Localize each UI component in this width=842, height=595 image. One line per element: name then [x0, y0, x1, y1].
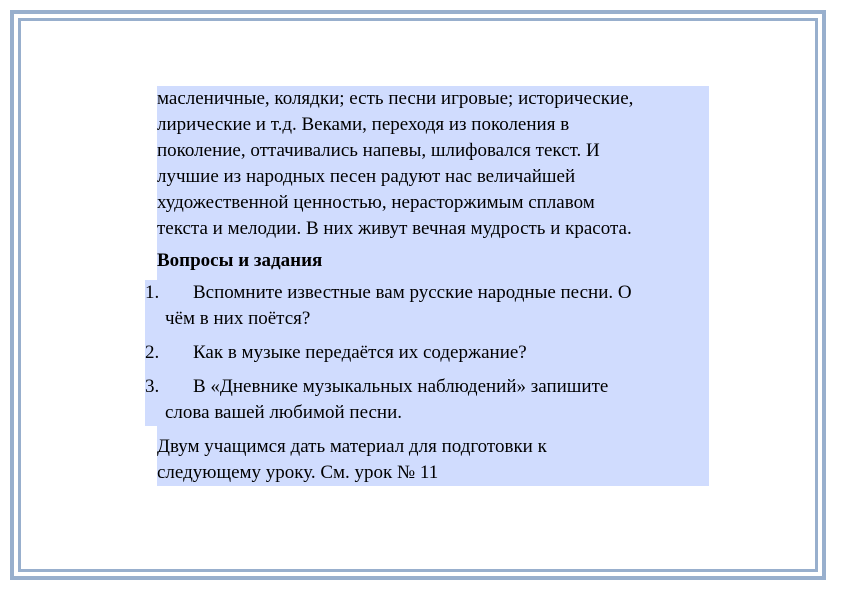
questions-list [145, 280, 709, 426]
paragraph-line: масленичные, колядки; есть песни игровые; исторические, [157, 88, 634, 109]
paragraph-line: лучшие из народных песен радуют нас величайшей [157, 166, 576, 187]
paragraph-line: художественной ценностью, нерасторжимым сплавом [157, 192, 595, 213]
question-line: Вспомните известные вам русские народные песни. О [193, 282, 632, 303]
question-item [145, 280, 709, 332]
final-paragraph [157, 434, 709, 486]
question-number: 3. [145, 376, 160, 397]
question-line: В «Дневнике музыкальных наблюдений» запишите [193, 376, 609, 397]
question-number: 2. [145, 342, 160, 363]
final-line: Двум учащимся дать материал для подготовки к [157, 436, 547, 457]
intro-paragraph [157, 86, 709, 242]
question-number: 1. [145, 282, 160, 303]
paragraph-line: лирические и т.д. Веками, переходя из поколения в [157, 114, 570, 135]
question-item [145, 374, 709, 426]
final-line: следующему уроку. См. урок № 11 [157, 462, 439, 483]
question-item [145, 340, 709, 366]
paragraph-line: поколение, оттачивались напевы, шлифовался текст. И [157, 140, 600, 161]
question-line: чём в них поётся? [165, 308, 311, 329]
question-line: слова вашей любимой песни. [165, 402, 402, 423]
question-line: Как в музыке передаётся их содержание? [193, 342, 527, 363]
questions-heading: Вопросы и задания [157, 250, 323, 271]
text-block [145, 86, 709, 486]
paragraph-line: текста и мелодии. В них живут вечная мудрость и красота. [157, 218, 632, 239]
